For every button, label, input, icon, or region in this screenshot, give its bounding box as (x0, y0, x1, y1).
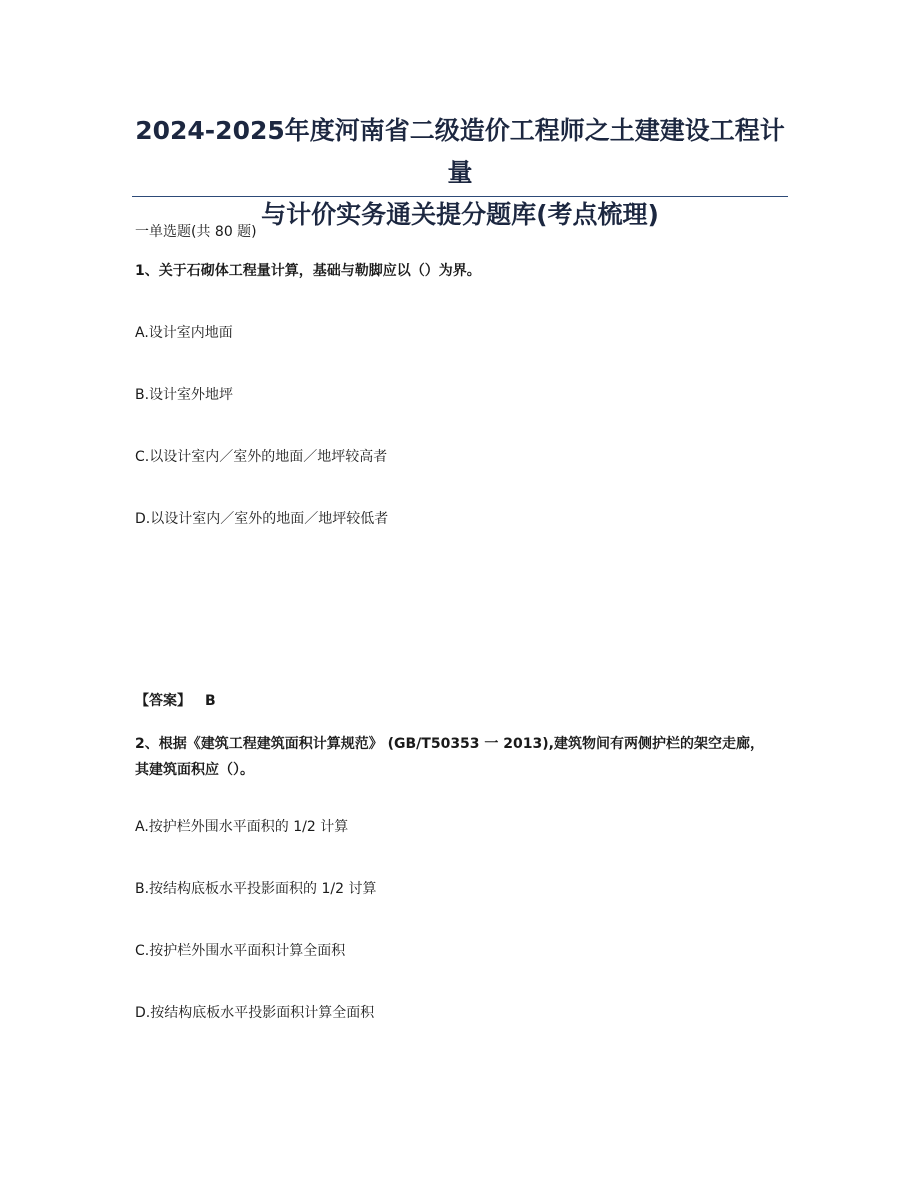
question-1-option-d: D.以设计室内／室外的地面／地坪较低者 (135, 511, 389, 527)
answer-label: 【答案】 (135, 693, 191, 709)
document-title (132, 110, 788, 236)
question-2-option-d: D.按结构底板水平投影面积计算全面积 (135, 1005, 375, 1021)
question-1-option-b: B.设计室外地坪 (135, 387, 234, 403)
question-2-option-c: C.按护栏外围水平面积计算全面积 (135, 943, 346, 959)
question-1-answer (135, 691, 216, 711)
question-2-stem: 2、根据《建筑工程建筑面积计算规范》 (GB/T50353 一 2013),建筑物间有两侧护栏的架空走廊，其建筑面积应（）。 (135, 736, 764, 778)
title-divider (132, 196, 788, 197)
title-line-1: 2024-2025年度河南省二级造价工程师之土建建设工程计量 (135, 116, 785, 187)
question-1-option-a: A.设计室内地面 (135, 325, 233, 341)
title-line-2: 与计价实务通关提分题库(考点梳理) (261, 200, 659, 229)
answer-value: B (205, 693, 216, 709)
question-2-option-a: A.按护栏外围水平面积的 1/2 计算 (135, 819, 349, 835)
question-2-option-b: B.按结构底板水平投影面积的 1/2 讨算 (135, 881, 377, 897)
section-heading: 一单选题(共 80 题) (135, 224, 257, 240)
question-1-option-c: C.以设计室内／室外的地面／地坪较高者 (135, 449, 388, 465)
question-1-stem: 1、关于石砌体工程量计算，基础与勒脚应以（）为界。 (135, 263, 481, 279)
